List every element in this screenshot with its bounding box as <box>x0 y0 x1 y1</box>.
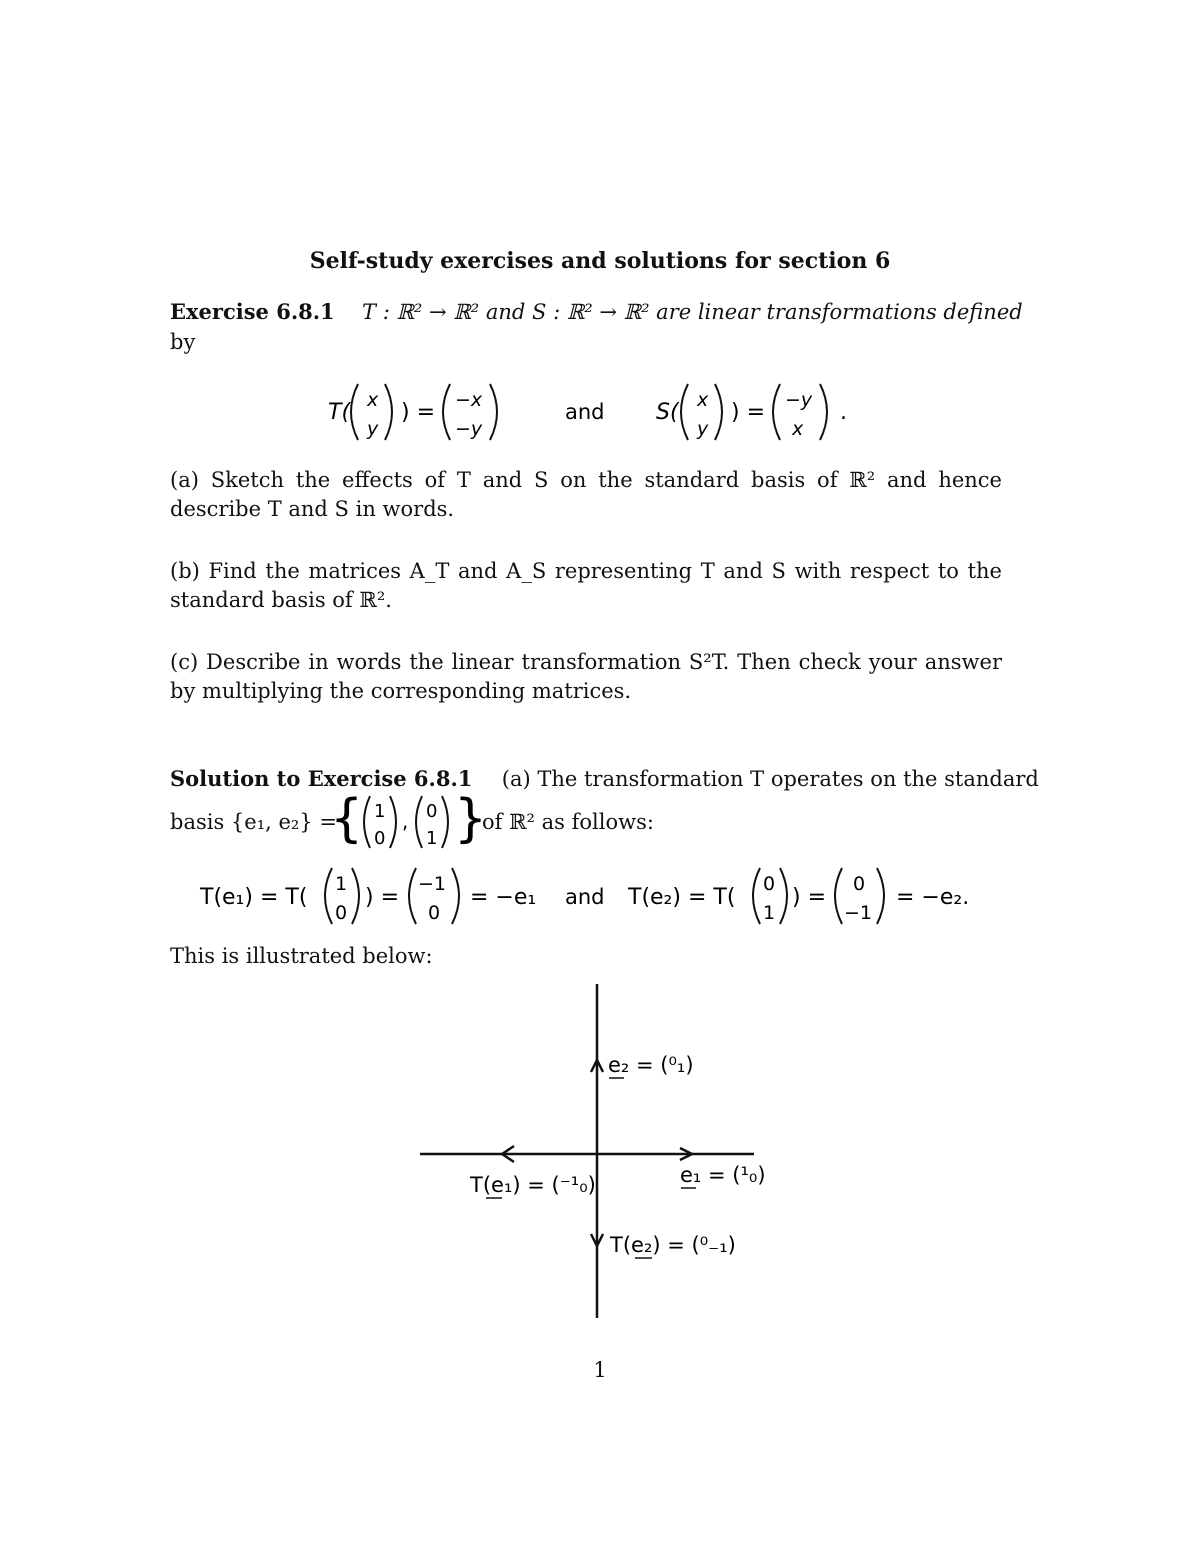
paren-right <box>877 868 884 924</box>
paren-right <box>452 868 459 924</box>
solution-heading: Solution to Exercise 6.8.1 <box>170 766 473 791</box>
paren-left <box>364 796 370 848</box>
basis-set <box>330 789 488 854</box>
paren-left <box>681 384 688 440</box>
basis-v2-bottom: 1 <box>426 828 438 849</box>
paren-right <box>352 868 359 924</box>
paren-right <box>820 384 827 440</box>
def-S-vec-bottom: y <box>697 418 709 440</box>
e2-bottom: 1 <box>763 902 776 924</box>
e1-bottom: 0 <box>335 902 348 924</box>
basis-v1-top: 1 <box>374 801 386 822</box>
paren-left <box>835 868 842 924</box>
paren-left <box>409 868 416 924</box>
eq-T-e2-end: = −e₂. <box>896 885 970 910</box>
paren-right <box>715 384 722 440</box>
def-period: . <box>840 400 847 425</box>
paren-right <box>390 796 396 848</box>
exercise-intro-cont: by <box>170 330 196 354</box>
paren-left <box>351 384 358 440</box>
exercise-intro-text: T : ℝ² → ℝ² and S : ℝ² → ℝ² are linear transformations defined <box>362 300 1023 324</box>
page-title: Self-study exercises and solutions for section 6 <box>309 248 891 274</box>
def-T-vec-bottom: y <box>367 418 379 440</box>
label-Te2: T(e₂) = (⁰₋₁) <box>610 1233 736 1257</box>
basis-comma: , <box>402 809 409 833</box>
eq-T-e1: T(e₁) = T( <box>200 885 308 910</box>
paren-left <box>773 384 780 440</box>
eq-T-e1-end: = −e₁ <box>470 885 537 910</box>
paren-left <box>325 868 332 924</box>
paren-left <box>443 384 450 440</box>
basis-prefix: basis {e₁, e₂} = <box>170 810 337 834</box>
def-T-vec-top: x <box>367 389 379 411</box>
eq-T-e2: T(e₂) = T( <box>628 885 736 910</box>
part-b: (b) Find the matrices A_T and A_S representing T and S with respect to the standard basis of ℝ². <box>170 559 1002 612</box>
illustrated-text: This is illustrated below: <box>170 944 433 968</box>
solution-line1: (a) The transformation T operates on the standard <box>501 767 1039 791</box>
brace-left: { <box>330 789 364 849</box>
Te2-top: 0 <box>853 873 866 895</box>
basis-v2-top: 0 <box>426 801 438 822</box>
e1-top: 1 <box>335 873 348 895</box>
def-T-close: ) = <box>401 400 436 425</box>
paren-right <box>442 796 448 848</box>
def-S-lhs: S( <box>656 400 679 425</box>
e2-top: 0 <box>763 873 776 895</box>
paren-left <box>753 868 760 924</box>
paren-right <box>780 868 787 924</box>
def-S-close: ) = <box>731 400 766 425</box>
basis-suffix: of ℝ² as follows: <box>482 810 654 834</box>
paren-right <box>490 384 497 440</box>
def-S-vec-top: x <box>697 389 709 411</box>
definition-equations <box>300 378 860 448</box>
exercise-intro <box>170 298 1023 326</box>
def-T-rhs-bottom: −y <box>455 418 483 440</box>
def-T-rhs-top: −x <box>455 389 483 411</box>
def-and: and <box>565 400 605 424</box>
paren-left <box>416 796 422 848</box>
basis-figure <box>410 980 770 1325</box>
label-e2: e₂ = (⁰₁) <box>608 1053 694 1077</box>
basis-v1-bottom: 0 <box>374 828 386 849</box>
brace-right: } <box>454 789 488 849</box>
def-S-rhs-top: −y <box>785 389 813 411</box>
label-Te1: T(e₁) = (⁻¹₀) <box>470 1173 596 1197</box>
def-T-lhs: T( <box>328 400 351 425</box>
def-S-rhs-bottom: x <box>792 418 804 440</box>
eq-close-1: ) = <box>365 885 400 910</box>
Te2-bottom: −1 <box>844 902 873 924</box>
Te1-top: −1 <box>418 873 447 895</box>
exercise-heading: Exercise 6.8.1 <box>170 299 335 324</box>
eq-close-2: ) = <box>792 885 827 910</box>
Te1-bottom: 0 <box>428 902 441 924</box>
part-a: (a) Sketch the effects of T and S on the standard basis of ℝ² and hence describe T and S in words. <box>170 468 1002 521</box>
part-c: (c) Describe in words the linear transformation S²T. Then check your answer by multiplying the corresponding matrices. <box>170 650 1002 703</box>
page-number: 1 <box>593 1358 607 1382</box>
solution-first-line <box>170 765 1039 793</box>
eq-and: and <box>565 885 605 909</box>
paren-right <box>385 384 392 440</box>
transform-equations <box>200 862 990 932</box>
label-e1: e₁ = (¹₀) <box>680 1163 766 1187</box>
